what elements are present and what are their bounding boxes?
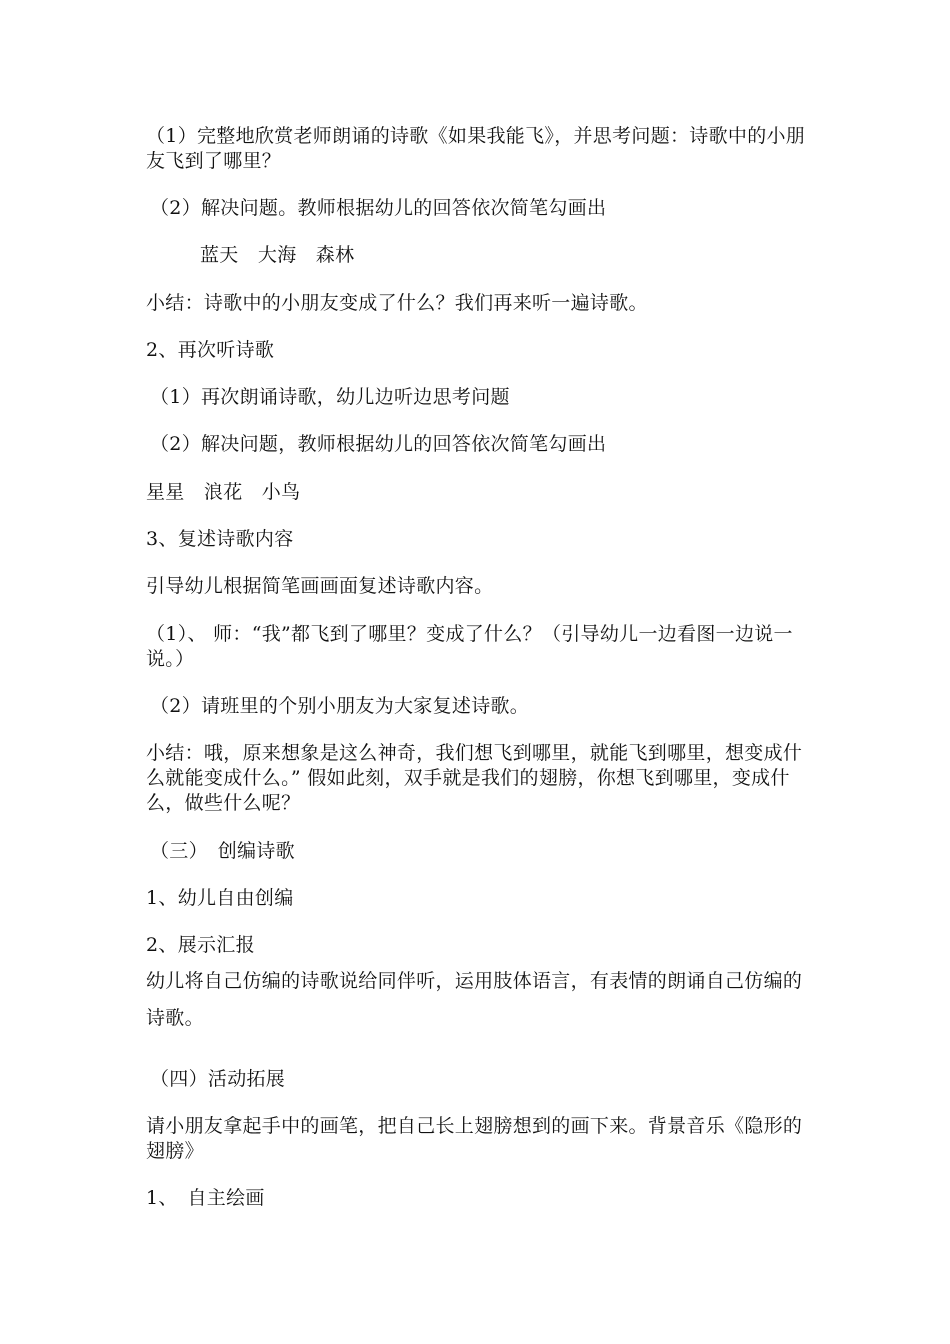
heading-self-drawing: 1、 自主绘画 (146, 1187, 265, 1209)
paragraph-guide-retell: 引导幼儿根据简笔画画面复述诗歌内容。 (146, 575, 494, 597)
heading-listen-again: 2、再次听诗歌 (146, 339, 275, 361)
paragraph-appreciate-poem: （1）完整地欣赏老师朗诵的诗歌《如果我能飞》，并思考问题：诗歌中的小朋友飞到了哪里？ (146, 125, 806, 172)
heading-show-report: 2、展示汇报 (146, 934, 255, 956)
paragraph-summary-2: 小结：哦，原来想象是这么神奇，我们想飞到哪里，就能飞到哪里，想变成什么就能变成什么。” 假如此刻，双手就是我们的翅膀，你想飞到哪里，变成什么，做些什么呢？ (146, 742, 803, 814)
paragraph-recite-again: （1）再次朗诵诗歌，幼儿边听边思考问题 (150, 386, 510, 408)
paragraph-summary-1: 小结：诗歌中的小朋友变成了什么？我们再来听一遍诗歌。 (146, 292, 648, 314)
paragraph-solve-problem-1: （2）解决问题。教师根据幼儿的回答依次简笔勾画出 (150, 197, 607, 219)
paragraph-share-poem: 幼儿将自己仿编的诗歌说给同伴听，运用肢体语言，有表情的朗诵自己仿编的诗歌。 (146, 970, 803, 1029)
paragraph-drawings-2: 星星 浪花 小鸟 (146, 481, 301, 503)
paragraph-child-retell: （2）请班里的个别小朋友为大家复述诗歌。 (150, 695, 530, 717)
heading-create-poem: （三） 创编诗歌 (150, 840, 295, 862)
heading-retell-poem: 3、复述诗歌内容 (146, 528, 294, 550)
paragraph-drawings-1: 蓝天 大海 森林 (200, 244, 355, 266)
paragraph-solve-problem-2: （2）解决问题，教师根据幼儿的回答依次简笔勾画出 (150, 433, 607, 455)
paragraph-drawing-task: 请小朋友拿起手中的画笔，把自己长上翅膀想到的画下来。背景音乐《隐形的翅膀》 (146, 1115, 803, 1162)
heading-free-creation: 1、幼儿自由创编 (146, 887, 294, 909)
heading-activity-extension: （四）活动拓展 (150, 1068, 286, 1090)
paragraph-teacher-question: （1）、 师：“我”都飞到了哪里？变成了什么？（引导幼儿一边看图一边说一说。） (146, 623, 793, 670)
